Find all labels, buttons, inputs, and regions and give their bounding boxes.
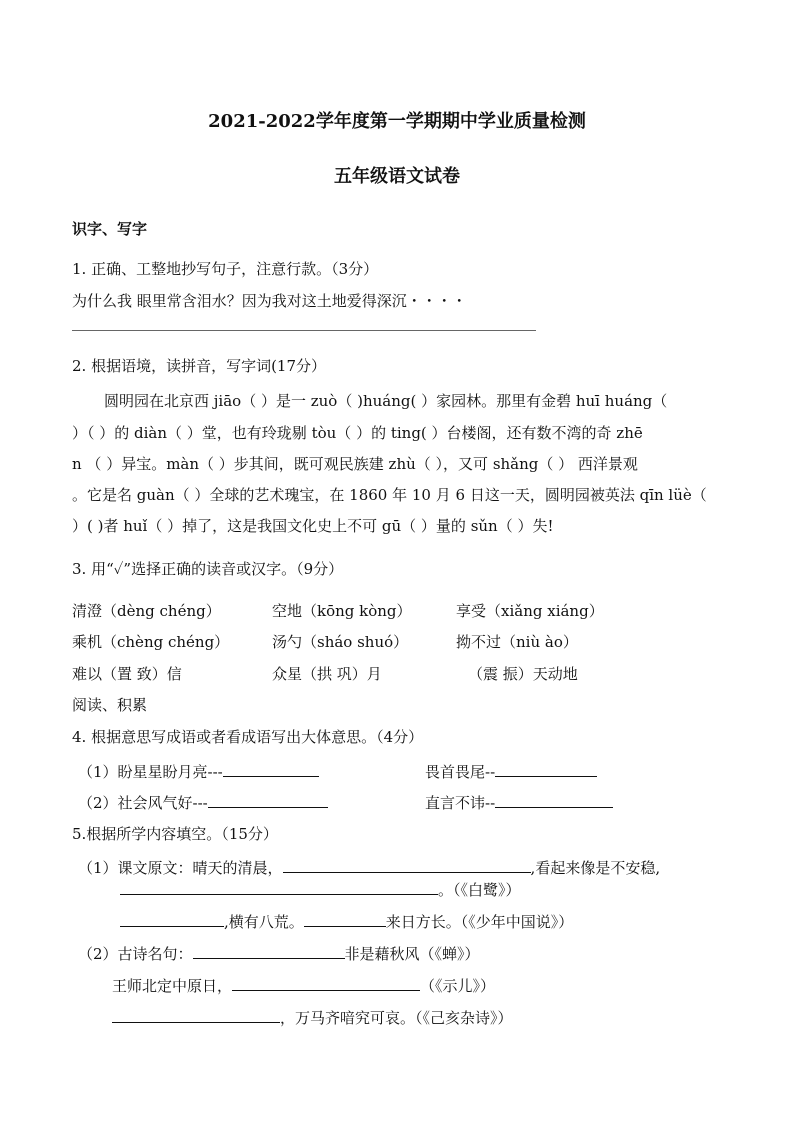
- fill-label: ,看起来像是不安稳,: [530, 859, 661, 877]
- choice-item[interactable]: 汤勺（sháo shuó）: [272, 633, 409, 651]
- exam-title: 2021-2022学年度第一学期期中学业质量检测: [208, 111, 586, 132]
- question-2-prompt: 2. 根据语境，读拼音，写字词(17分）: [72, 357, 327, 375]
- answer-blank[interactable]: [208, 791, 328, 808]
- fill-label: ,横有八荒。: [224, 913, 304, 931]
- fill-line-6: [112, 1006, 513, 1028]
- fill-line-4: [78, 942, 480, 964]
- idiom-item-4: [425, 791, 613, 813]
- fill-label: （《示儿》）: [420, 977, 496, 995]
- question-2-line-2: ）（ ）的 diàn（ ）堂，也有玲珑剔 tòu（ ）的 ting( ）台楼阁，还有数不湾的奇 zhē: [72, 424, 643, 442]
- idiom-label: （1）盼星星盼月亮---: [78, 763, 223, 781]
- idiom-item-1: [78, 760, 319, 782]
- choice-item[interactable]: 拗不过（niù ào）: [456, 633, 578, 651]
- answer-blank[interactable]: [120, 878, 438, 895]
- answer-blank[interactable]: [283, 856, 531, 873]
- answer-blank[interactable]: [193, 942, 345, 959]
- question-1-sentence: 为什么我 眼里常含泪水？因为我对这土地爱得深沉・・・・: [72, 292, 467, 310]
- question-2-line-3: n （ ）异宝。màn（ ）步其间，既可观民族建 zhù（ ），又可 shǎng（ ） 西洋景观: [72, 455, 638, 473]
- choice-item[interactable]: （震 振）天动地: [468, 665, 578, 683]
- choice-item[interactable]: 乘机（chèng chéng）: [72, 633, 230, 651]
- fill-label: ，万马齐喑究可哀。（《己亥杂诗》）: [280, 1009, 513, 1027]
- answer-blank[interactable]: [223, 760, 319, 777]
- copy-answer-line[interactable]: [72, 330, 536, 331]
- question-4-prompt: 4. 根据意思写成语或者看成语写出大体意思。（4分）: [72, 728, 424, 746]
- fill-line-1: [78, 856, 660, 878]
- fill-label: （2）古诗名句：: [78, 945, 193, 963]
- section-heading-reading: 阅读、积累: [72, 696, 148, 714]
- answer-blank[interactable]: [112, 1006, 280, 1023]
- choice-item[interactable]: 享受（xiǎng xiáng）: [456, 602, 604, 620]
- question-3-prompt: 3. 用“✓”选择正确的读音或汉字。（9分）: [72, 560, 344, 578]
- answer-blank[interactable]: [232, 974, 420, 991]
- answer-blank[interactable]: [495, 791, 613, 808]
- fill-label: 来日方长。（《少年中国说》）: [385, 913, 574, 931]
- fill-label: （1）课文原文：晴天的清晨，: [78, 859, 283, 877]
- fill-line-5: [112, 974, 495, 996]
- idiom-item-2: [425, 760, 597, 782]
- idiom-label: 直言不讳--: [425, 794, 496, 812]
- fill-label: 。（《白鹭》）: [438, 881, 521, 899]
- choice-item[interactable]: 众星（拱 巩）月: [272, 665, 382, 683]
- idiom-item-3: [78, 791, 328, 813]
- question-2-line-4: 。它是名 guàn（ ）全球的艺术瑰宝，在 1860 年 10 月 6 日这一天，圆明园被英法 qīn lüè（: [72, 486, 707, 504]
- fill-line-2: [120, 878, 521, 900]
- choice-item[interactable]: 清澄（dèng chéng）: [72, 602, 221, 620]
- fill-label: 非是藉秋风（《蝉》）: [344, 945, 480, 963]
- idiom-label: （2）社会风气好---: [78, 794, 208, 812]
- fill-label: 王师北定中原日，: [112, 977, 233, 995]
- question-1-prompt: 1. 正确、工整地抄写句子，注意行款。（3分）: [72, 260, 379, 278]
- answer-blank[interactable]: [495, 760, 597, 777]
- question-2-line-5: ）( )者 huǐ（ ）掉了，这是我国文化史上不可 gū（ ）量的 sǔn（ ）失!: [72, 517, 554, 535]
- question-5-prompt: 5.根据所学内容填空。（15分）: [72, 825, 278, 843]
- section-heading-writing: 识字、写字: [72, 220, 148, 238]
- choice-item[interactable]: 空地（kōng kòng）: [272, 602, 412, 620]
- exam-subtitle: 五年级语文试卷: [334, 166, 460, 187]
- question-2-line-1: 圆明园在北京西 jiāo（ ）是一 zuò（ )huáng( ）家园林。那里有金碧 huī huáng（: [104, 392, 668, 410]
- idiom-label: 畏首畏尾--: [425, 763, 496, 781]
- fill-line-3: [120, 910, 573, 932]
- answer-blank[interactable]: [120, 910, 224, 927]
- answer-blank[interactable]: [304, 910, 386, 927]
- choice-item[interactable]: 难以（置 致）信: [72, 665, 182, 683]
